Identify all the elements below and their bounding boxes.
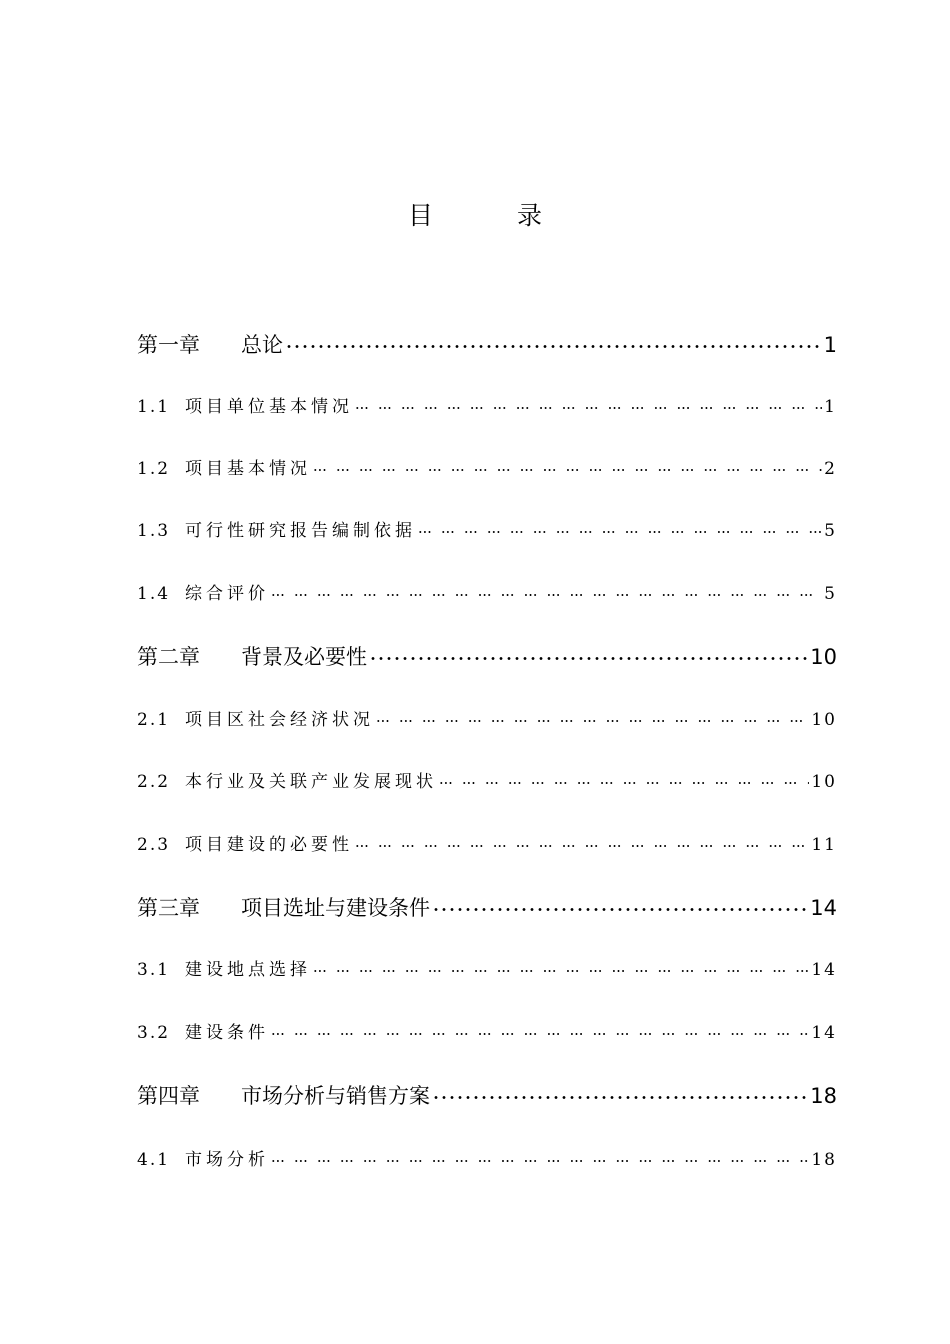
toc-entry-number: 1.1 <box>137 397 171 417</box>
toc-entry-page: 5 <box>824 584 837 604</box>
toc-section-2-2[interactable] <box>137 769 837 795</box>
toc-entry-number: 3.2 <box>137 1023 171 1043</box>
toc-chapter-3[interactable] <box>137 893 837 923</box>
toc-entry-number: 1.2 <box>137 459 171 479</box>
toc-section-3-1[interactable] <box>137 957 837 983</box>
dot-leader <box>369 643 808 664</box>
toc-section-2-3[interactable] <box>137 832 837 858</box>
toc-entry-number: 第四章 <box>137 1084 200 1108</box>
toc-entry-number: 1.3 <box>137 521 171 541</box>
toc-entry-label: 可行性研究报告编制依据 <box>185 521 416 541</box>
toc-entry-label: 项目区社会经济状况 <box>185 710 374 730</box>
dot-leader <box>313 457 822 474</box>
toc-entry-label: 市场分析与销售方案 <box>241 1084 430 1108</box>
dot-leader <box>313 958 809 975</box>
dot-leader <box>432 894 808 915</box>
toc-entry-number: 2.1 <box>137 710 171 730</box>
toc-entry-label: 综合评价 <box>185 584 269 604</box>
toc-entry-page: 14 <box>810 896 837 920</box>
toc-entry-label: 项目基本情况 <box>185 459 311 479</box>
toc-section-2-1[interactable] <box>137 707 837 733</box>
dot-leader <box>376 708 809 725</box>
toc-entry-label: 市场分析 <box>185 1150 269 1170</box>
toc-section-1-1[interactable] <box>137 394 837 420</box>
dot-leader <box>418 519 822 536</box>
toc-section-1-4[interactable] <box>137 581 837 607</box>
toc-entry-number: 3.1 <box>137 960 171 980</box>
dot-leader <box>355 395 822 412</box>
toc-entry-label: 建设地点选择 <box>185 960 311 980</box>
toc-entry-number: 1.4 <box>137 584 171 604</box>
toc-entry-label: 总论 <box>241 333 283 357</box>
toc-entry-number: 2.3 <box>137 835 171 855</box>
toc-title: 目 录 <box>408 201 580 230</box>
toc-section-1-3[interactable] <box>137 518 837 544</box>
toc-entry-number: 2.2 <box>137 772 171 792</box>
toc-entry-number: 4.1 <box>137 1150 171 1170</box>
toc-entry-page: 1 <box>823 333 837 357</box>
toc-entry-label: 背景及必要性 <box>241 645 367 669</box>
toc-entry-page: 14 <box>811 1023 837 1043</box>
toc-chapter-2[interactable] <box>137 642 837 672</box>
dot-leader <box>285 331 822 352</box>
toc-entry-page: 10 <box>810 645 837 669</box>
toc-entry-number: 第一章 <box>137 333 200 357</box>
toc-entry-page: 10 <box>811 772 837 792</box>
toc-entry-label: 项目建设的必要性 <box>185 835 353 855</box>
toc-entry-label: 本行业及关联产业发展现状 <box>185 772 437 792</box>
toc-section-3-2[interactable] <box>137 1020 837 1046</box>
dot-leader <box>271 1148 809 1165</box>
toc-entry-number: 第二章 <box>137 645 200 669</box>
toc-section-4-1[interactable] <box>137 1147 837 1173</box>
toc-entry-page: 10 <box>811 710 837 730</box>
toc-entry-label: 建设条件 <box>185 1023 269 1043</box>
dot-leader <box>432 1082 808 1103</box>
toc-entry-page: 14 <box>811 960 837 980</box>
toc-entry-page: 18 <box>811 1150 837 1170</box>
toc-entry-page: 1 <box>824 397 837 417</box>
toc-entry-page: 11 <box>811 835 837 855</box>
dot-leader <box>271 582 822 599</box>
toc-entry-label: 项目选址与建设条件 <box>241 896 430 920</box>
toc-entry-number: 第三章 <box>137 896 200 920</box>
dot-leader <box>271 1021 809 1038</box>
dot-leader <box>355 833 809 850</box>
toc-chapter-1[interactable] <box>137 330 837 360</box>
toc-chapter-4[interactable] <box>137 1081 837 1111</box>
toc-entry-label: 项目单位基本情况 <box>185 397 353 417</box>
dot-leader <box>439 770 809 787</box>
toc-entry-page: 5 <box>824 521 837 541</box>
toc-section-1-2[interactable] <box>137 456 837 482</box>
toc-entry-page: 2 <box>824 459 837 479</box>
toc-entry-page: 18 <box>810 1084 837 1108</box>
